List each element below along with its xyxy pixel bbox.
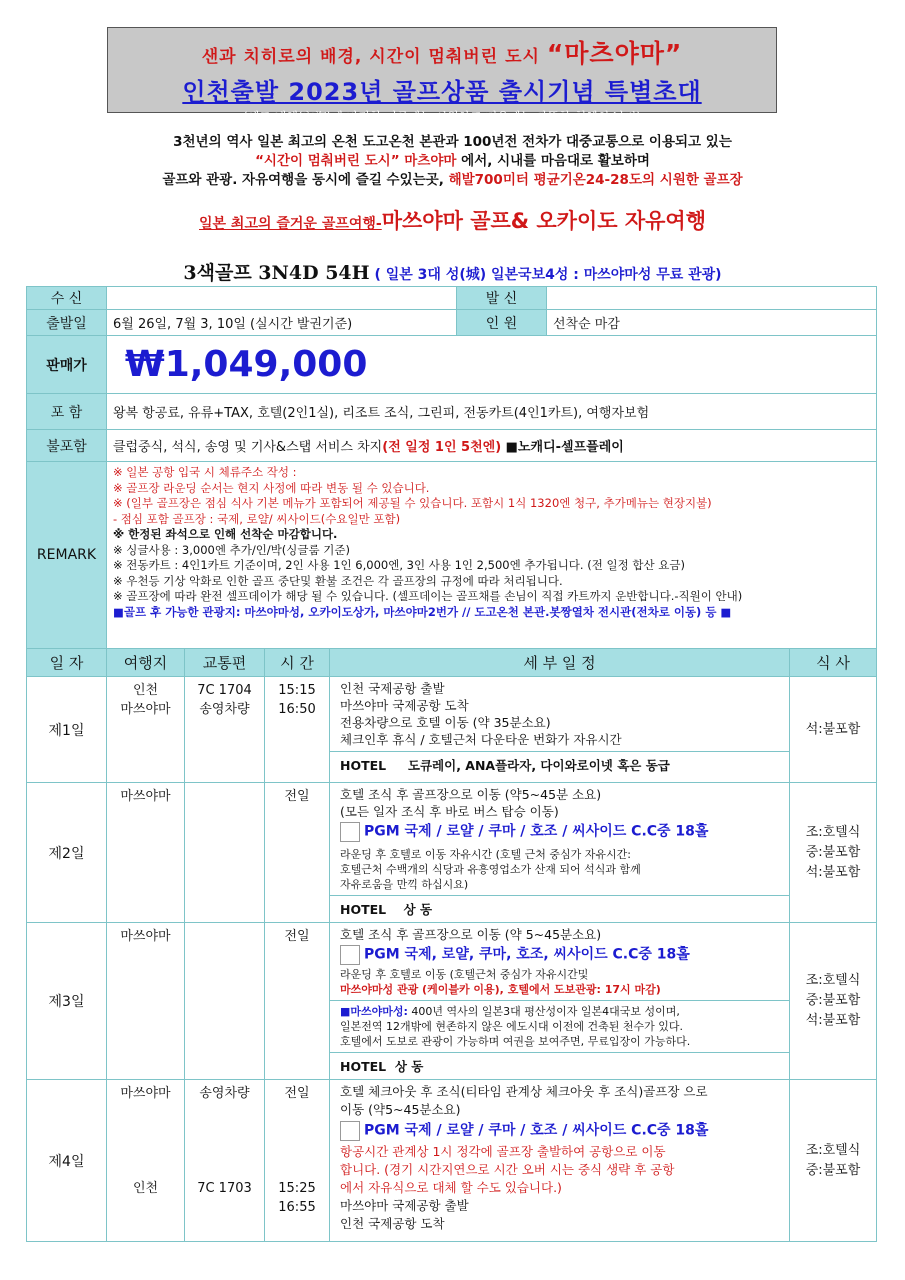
col-transport: 교통편 [185, 649, 265, 677]
hotel-line: HOTEL 상 동 [330, 895, 789, 922]
banner-line1: 샌과 치히로의 배경, 시간이 멈춰버린 도시 “마츠야마” [201, 39, 683, 68]
banner-weather-note: (세토 내해(內海)에 자리한 여름에는 시원하고 겨울에는 따뜻한 천혜의 날씨) [243, 110, 641, 124]
col-detail: 세 부 일 정 [330, 649, 790, 677]
day2-detail: 호텔 조식 후 골프장으로 이동 (약5~45분 소요) (모든 일자 조식 후 바로 버스 탑승 이동) PGM 국제 / 로얄 / 쿠마 / 호조 / 씨사이드 C.C중 18홀 라운딩 후 호텔로 이동 자유시간 (호텔 근처 중심가 자유시간: 호텔근처 수백개의 식당과 유흥영업소가 산재 되어 석식과 함께 자유로움을 만끽 하십시요) HOTEL 상 동 [330, 783, 790, 923]
col-place: 여행지 [107, 649, 185, 677]
info-table [26, 286, 877, 649]
remark-label: REMARK [27, 462, 107, 649]
col-day: 일 자 [27, 649, 107, 677]
from-value [547, 287, 877, 310]
day-row-3: 제3일 마쓰야마 전일 호텔 조식 후 골프장으로 이동 (약 5~45분소요) PGM 국제, 로얄, 쿠마, 호조, 씨사이드 C.C중 18홀 라운딩 후 호텔로 이동 (호텔근처 중심가 자유시간및 마쓰야마성 관광 (케이블카 이용), 호텔에서 도보관광: 17시 마감) ■마쓰야마성: 400년 역사의 일본3대 평산성이자 일본4대국보 성이며, 일본전역 12개밖에 현존하지 않은 에도시대 이전에 건축된 천수가 있다. 호텔에서 도보로 관광이 가능하며 여권을 보여주면, 무료입장이 가능하다. HOTEL 상 동 조:호텔식 중:불포함 석:불포함 [27, 923, 877, 1080]
meal-info: 석:불포함 [790, 677, 877, 783]
from-label: 발 신 [457, 287, 547, 310]
intro-text: 3천년의 역사 일본 최고의 온천 도고온천 본관과 100년전 전차가 대중교통으로 이용되고 있는 “시간이 멈춰버린 도시” 마츠야마 에서, 시내를 마음대로 활보하며 골프와 관광. 자유여행을 동시에 즐길 수있는곳, 해발700미터 평균기온24-28도의 시원한 골프장 [162, 134, 743, 188]
price-label: 판매가 [27, 336, 107, 394]
hotel-line: HOTEL 상 동 [330, 1052, 789, 1079]
day-row-4: 제4일 마쓰야마 인천 송영차량 7C 1703 전일 15:25 16:55 호텔 체크아웃 후 조식(티타임 관계상 체크아웃 후 조식)골프장 으로 이동 (약5~45분소요) PGM 국제 / 로얄 / 쿠마 / 호조 / 씨사이드 C.C중 18홀 항공시간 관계상 1시 정각에 골프장 출발하여 공항으로 이동 합니다. (경기 시간지연으로 시간 오버 시는 중식 생략 후 공항 에서 자유식으로 대체 할 수도 있습니다.) 마쓰야마 국제공항 출발 인천 국제공항 도착 조:호텔식 중:불포함 [27, 1080, 877, 1242]
title-banner [107, 27, 777, 124]
day-label: 제4일 [27, 1080, 107, 1242]
day4-detail: 호텔 체크아웃 후 조식(티타임 관계상 체크아웃 후 조식)골프장 으로 이동 (약5~45분소요) PGM 국제 / 로얄 / 쿠마 / 호조 / 씨사이드 C.C중 18홀 항공시간 관계상 1시 정각에 골프장 출발하여 공항으로 이동 합니다. (경기 시간지연으로 시간 오버 시는 중식 생략 후 공항 에서 자유식으로 대체 할 수도 있습니다.) 마쓰야마 국제공항 출발 인천 국제공항 도착 [330, 1080, 790, 1242]
castle-info: ■마쓰야마성: 400년 역사의 일본3대 평산성이자 일본4대국보 성이며, 일본전역 12개밖에 현존하지 않은 에도시대 이전에 건축된 천수가 있다. 호텔에서 도보로 관광이 가능하며 여권을 보여주면, 무료입장이 가능하다. [330, 1000, 789, 1052]
day-label: 제3일 [27, 923, 107, 1080]
hotel-line: HOTEL 도큐레이, ANA플라자, 다이와로이넷 혹은 동급 [330, 751, 789, 778]
departure-label: 출발일 [27, 310, 107, 336]
pax-label: 인 원 [457, 310, 547, 336]
exclude-label: 불포함 [27, 430, 107, 462]
include-value: 왕복 항공료, 유류+TAX, 호텔(2인1실), 리조트 조식, 그린피, 전동카트(4인1카트), 여행자보험 [107, 394, 877, 430]
departure-value: 6월 26일, 7월 3, 10일 (실시간 발권기준) [107, 310, 457, 336]
pax-value: 선착순 마감 [547, 310, 877, 336]
meal-info: 조:호텔식 중:불포함 석:불포함 [790, 923, 877, 1080]
to-label: 수 신 [27, 287, 107, 310]
meal-info: 조:호텔식 중:불포함 석:불포함 [790, 783, 877, 923]
col-meal: 식 사 [790, 649, 877, 677]
day-row-1: 제1일 인천 마쓰야마 7C 1704 송영차량 15:15 16:50 인천 국제공항 출발 마쓰야마 국제공항 도착 전용차량으로 호텔 이동 (약 35분소요) 체크인후 휴식 / 호텔근처 다운타운 번화가 자유시간 HOTEL 도큐레이, ANA플라자, 다이와로이넷 혹은 동급 석:불포함 [27, 677, 877, 783]
subtitle: 일본 최고의 즐거운 골프여행-마쓰야마 골프& 오카이도 자유여행 [199, 209, 706, 233]
meal-info: 조:호텔식 중:불포함 [790, 1080, 877, 1242]
day-row-2: 제2일 마쓰야마 전일 호텔 조식 후 골프장으로 이동 (약5~45분 소요) (모든 일자 조식 후 바로 버스 탑승 이동) PGM 국제 / 로얄 / 쿠마 / 호조 / 씨사이드 C.C중 18홀 라운딩 후 호텔로 이동 자유시간 (호텔 근처 중심가 자유시간: 호텔근처 수백개의 식당과 유흥영업소가 산재 되어 석식과 함께 자유로움을 만끽 하십시요) HOTEL 상 동 조:호텔식 중:불포함 석:불포함 [27, 783, 877, 923]
include-label: 포 함 [27, 394, 107, 430]
checkbox-icon [340, 945, 360, 965]
remark-list: ※ 일본 공항 입국 시 체류주소 작성 : ※ 골프장 라운딩 순서는 현지 사정에 따라 변동 될 수 있습니다. ※ (일부 골프장은 점심 식사 기본 메뉴가 포함되어 제공될 수 있습니다. 포함시 1식 1320엔 청구, 추가메뉴는 현장지불) - 점심 포함 골프장 : 국제, 로얄/ 씨사이드(수요일만 포함) ※ 한정된 좌석으로 인해 선착순 마감합니다. ※ 싱글사용 : 3,000엔 추가/인/박(싱글룸 기준) ※ 전동카트 : 4인1카트 기준이며, 2인 사용 1인 6,000엔, 3인 사용 1인 2,500엔 추가됩니다. (전 일정 합산 요금) ※ 우천등 기상 악화로 인한 골프 중단및 환불 조건은 각 골프장의 규정에 따라 처리됩니다. ※ 골프장에 따라 완전 셀프데이가 해당 될 수 있습니다. (셀프데이는 골프채를 손님이 직접 카트까지 운반합니다.-직원이 안내) ■골프 후 가능한 관광지: 마쓰야마성, 오카이도상가, 마쓰야마2번가 // 도고온천 본관.봇짱열차 전시관(전차로 이동) 등 ■ [107, 462, 877, 649]
exclude-value: 클럽중식, 석식, 송영 및 기사&스탭 서비스 차지(전 일정 1인 5천엔) ■노캐디-셀프플레이 [107, 430, 877, 462]
col-time: 시 간 [265, 649, 330, 677]
to-value [107, 287, 457, 310]
day-label: 제2일 [27, 783, 107, 923]
schedule-table [26, 648, 877, 1242]
product-title: 3색골프 3N4D 54H ( 일본 3대 성(城) 일본국보4성 : 마쓰야마성 무료 관광) [183, 262, 722, 284]
checkbox-icon [340, 1121, 360, 1141]
checkbox-icon [340, 822, 360, 842]
day-label: 제1일 [27, 677, 107, 783]
price-value: ₩1,049,000 [107, 336, 877, 394]
day3-detail: 호텔 조식 후 골프장으로 이동 (약 5~45분소요) PGM 국제, 로얄, 쿠마, 호조, 씨사이드 C.C중 18홀 라운딩 후 호텔로 이동 (호텔근처 중심가 자유시간및 마쓰야마성 관광 (케이블카 이용), 호텔에서 도보관광: 17시 마감) ■마쓰야마성: 400년 역사의 일본3대 평산성이자 일본4대국보 성이며, 일본전역 12개밖에 현존하지 않은 에도시대 이전에 건축된 천수가 있다. 호텔에서 도보로 관광이 가능하며 여권을 보여주면, 무료입장이 가능하다. HOTEL 상 동 [330, 923, 790, 1080]
banner-headline: 인천출발 2023년 골프상품 출시기념 특별초대 [182, 78, 702, 106]
day1-detail: 인천 국제공항 출발 마쓰야마 국제공항 도착 전용차량으로 호텔 이동 (약 35분소요) 체크인후 휴식 / 호텔근처 다운타운 번화가 자유시간 HOTEL 도큐레이, ANA플라자, 다이와로이넷 혹은 동급 [330, 677, 790, 783]
